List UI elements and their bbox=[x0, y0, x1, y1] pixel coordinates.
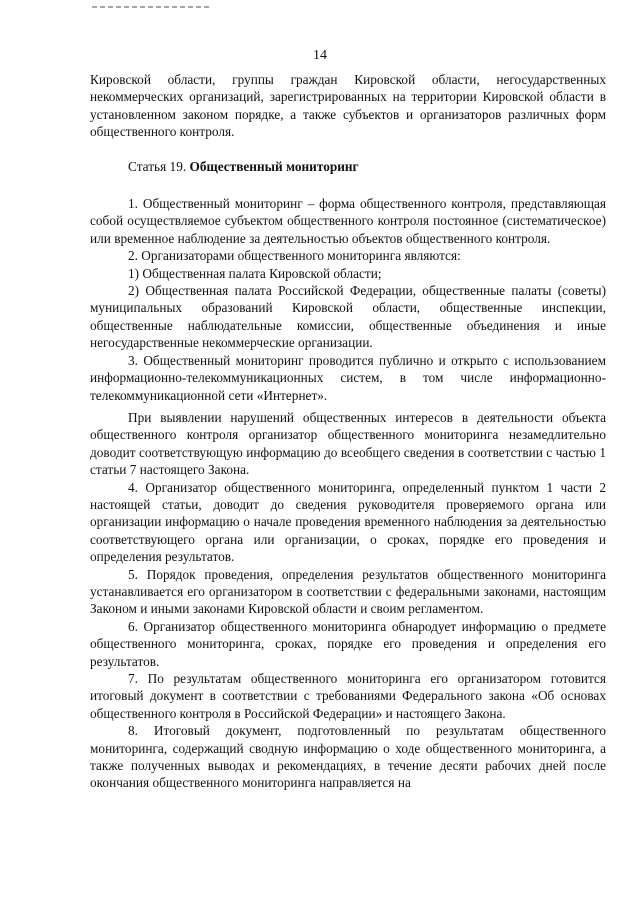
paragraph-8: 8. Итоговый документ, подготовленный по результатам общественного мониторинга, содержащий сводную информацию о ходе общественного мониторинга, а также полученных выводах и рекомендациях, в течение десяти рабочих дней после окончания общественного мониторинга направляется на bbox=[90, 723, 606, 791]
article-label: Статья 19. bbox=[128, 158, 187, 174]
scan-artifact-line bbox=[92, 6, 210, 8]
paragraph-3: 3. Общественный мониторинг проводится публично и открыто с использованием информационно-телекоммуникационных систем, в том числе информационно-телекоммуникационной сети «Интернет». bbox=[90, 352, 606, 403]
article-title: Общественный мониторинг bbox=[189, 158, 359, 174]
paragraph-5: 5. Порядок проведения, определения результатов общественного мониторинга устанавливается его организатором в соответствии с федеральными законами, настоящим Законом и иными законами Кировской области и своим регламентом. bbox=[90, 566, 606, 617]
continuation-paragraph: Кировской области, группы граждан Кировской области, негосударственных некоммерческих организаций, зарегистрированных на территории Кировской области в установленном законом порядке, а также субъектов и организаторов различных форм общественного контроля. bbox=[90, 72, 606, 140]
paragraph-4: 4. Организатор общественного мониторинга, определенный пунктом 1 части 2 настоящей статьи, доводит до сведения руководителя проверяемого органа или организации информацию о начале проведения временного наблюдения за деятельностью соответствующего органа или организации, о сроках, порядке его проведения и определения результатов. bbox=[90, 479, 606, 565]
paragraph-2: 2. Организаторами общественного мониторинга являются: bbox=[128, 248, 461, 264]
paragraph-7: 7. По результатам общественного мониторинга его организатором готовится итоговый документ в соответствии с требованиями Федерального закона «Об основах общественного контроля в Российской Федерации» и настоящего Закона. bbox=[90, 671, 606, 721]
article-heading bbox=[90, 158, 606, 175]
page-number: 14 bbox=[313, 48, 327, 63]
paragraph-3-continued: При выявлении нарушений общественных интересов в деятельности объекта общественного контроля организатор общественного мониторинга незамедлительно доводит соответствующую информацию до всеобщего сведения в соответствии с частью 1 статьи 7 настоящего Закона. bbox=[90, 409, 606, 478]
paragraph-2-item-2: 2) Общественная палата Российской Федерации, общественные палаты (советы) муниципальных образований Кировской области, общественные инспекции, общественные наблюдательные комиссии, общественные объединения и иные негосударственные некоммерческие организации. bbox=[90, 283, 606, 351]
paragraph-2-item-1: 1) Общественная палата Кировской области; bbox=[128, 265, 382, 281]
paragraph-1: 1. Общественный мониторинг – форма общественного контроля, представляющая собой осуществляемое субъектом общественного контроля постоянное (систематическое) или временное наблюдение за деятельностью объектов общественного контроля. bbox=[90, 196, 606, 246]
paragraph-6: 6. Организатор общественного мониторинга обнародует информацию о предмете общественного мониторинга, сроках, порядке его проведения и определения его результатов. bbox=[90, 618, 606, 669]
document-body bbox=[90, 71, 606, 792]
